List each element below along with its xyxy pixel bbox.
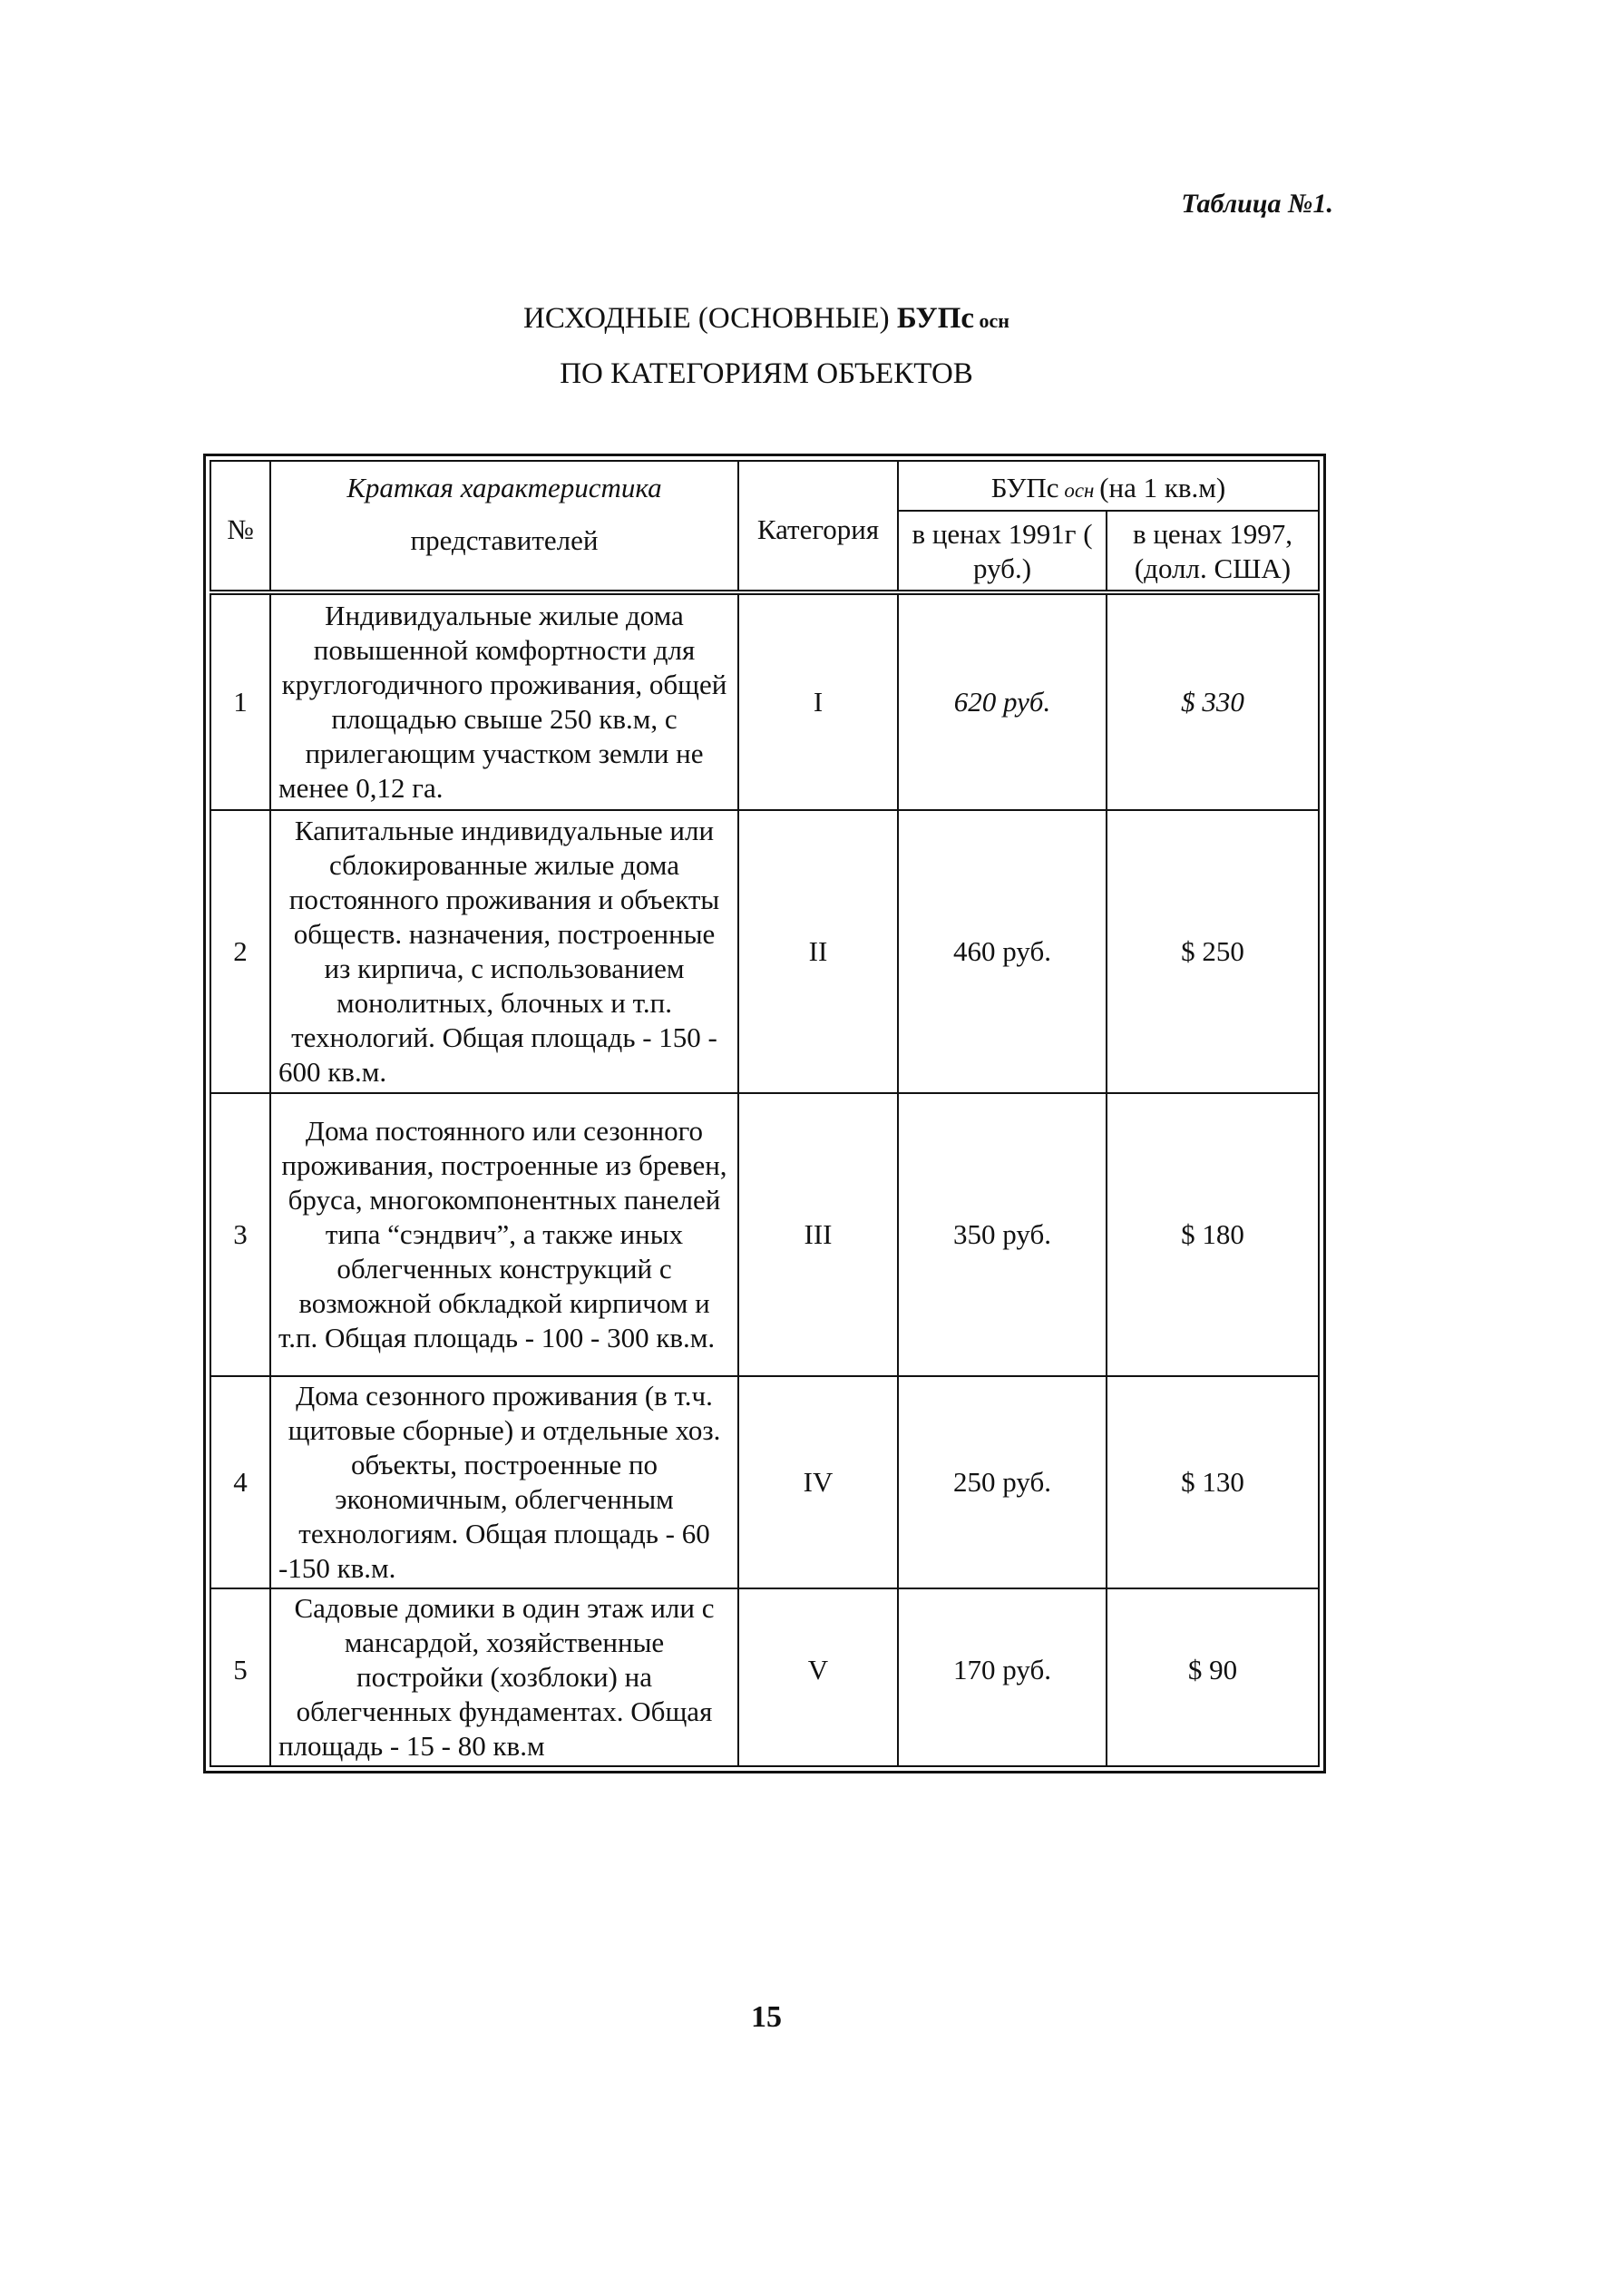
header-price-1997: в ценах 1997, (долл. США) [1107, 511, 1319, 592]
cell-price-1997: $ 250 [1107, 810, 1319, 1093]
cell-category: IV [738, 1376, 898, 1588]
cell-category: V [738, 1588, 898, 1766]
table-label: Таблица №1. [1181, 189, 1333, 219]
header-description-top: Краткая характеристика [346, 472, 662, 503]
page-number: 15 [751, 2000, 782, 2034]
document-title [0, 292, 1533, 400]
cell-description: Капитальные индивидуальные или сблокированные жилые дома постоянного проживания и объекты обществ. назначения, построенные из кирпича, с использованием монолитных, блочных и т.п. технологий. Общая площадь - 150 - 600 кв.м. [270, 810, 738, 1093]
cell-price-1991: 620 руб. [898, 592, 1107, 810]
cell-category: I [738, 592, 898, 810]
title-line-1-main: ИСХОДНЫЕ (ОСНОВНЫЕ) [523, 302, 897, 335]
table-header [210, 461, 1319, 592]
cell-price-1997: $ 180 [1107, 1093, 1319, 1376]
cell-no: 1 [210, 592, 270, 810]
data-table [210, 460, 1320, 1767]
table-row [210, 1376, 1319, 1588]
table-body [210, 592, 1319, 1766]
header-no: № [210, 461, 270, 592]
title-line-1 [0, 292, 1533, 347]
title-line-1-sub: осн [974, 309, 1009, 332]
cell-price-1997: $ 130 [1107, 1376, 1319, 1588]
title-line-1-strong: БУПс [896, 302, 975, 335]
cell-category: II [738, 810, 898, 1093]
header-description [270, 461, 738, 592]
cell-price-1997: $ 90 [1107, 1588, 1319, 1766]
cell-description: Дома постоянного или сезонного проживания, построенные из бревен, бруса, многокомпонентных панелей типа “сэндвич”, а также иных облегченных конструкций с возможной обкладкой кирпичом и т.п. Общая площадь - 100 - 300 кв.м. [270, 1093, 738, 1376]
table-row [210, 592, 1319, 810]
header-price-1991: в ценах 1991г ( руб.) [898, 511, 1107, 592]
cell-category: III [738, 1093, 898, 1376]
cell-no: 2 [210, 810, 270, 1093]
cell-description: Садовые домики в один этаж или с мансардой, хозяйственные постройки (хозблоки) на облегченных фундаментах. Общая площадь - 15 - 80 кв.м [270, 1588, 738, 1766]
header-price-group [898, 461, 1319, 511]
header-price-group-sub: осн [1058, 479, 1100, 502]
cell-description: Дома сезонного проживания (в т.ч. щитовые сборные) и отдельные хоз. объекты, построенные по экономичным, облегченным технологиям. Общая площадь - 60 -150 кв.м. [270, 1376, 738, 1588]
cell-description: Индивидуальные жилые дома повышенной комфортности для круглогодичного проживания, общей площадью свыше 250 кв.м, с прилегающим участком земли не менее 0,12 га. [270, 592, 738, 810]
cell-price-1991: 170 руб. [898, 1588, 1107, 1766]
table-frame [203, 454, 1326, 1773]
header-price-group-main: БУПс [990, 472, 1059, 503]
header-description-bottom: представителей [410, 524, 599, 556]
cell-no: 5 [210, 1588, 270, 1766]
table-row [210, 810, 1319, 1093]
cell-price-1997: $ 330 [1107, 592, 1319, 810]
header-price-group-tail: (на 1 кв.м) [1099, 472, 1226, 503]
cell-price-1991: 460 руб. [898, 810, 1107, 1093]
cell-price-1991: 350 руб. [898, 1093, 1107, 1376]
table-row [210, 1093, 1319, 1376]
header-category: Категория [738, 461, 898, 592]
cell-no: 3 [210, 1093, 270, 1376]
table-row [210, 1588, 1319, 1766]
cell-price-1991: 250 руб. [898, 1376, 1107, 1588]
cell-no: 4 [210, 1376, 270, 1588]
title-line-2: ПО КАТЕГОРИЯМ ОБЪЕКТОВ [560, 357, 973, 390]
